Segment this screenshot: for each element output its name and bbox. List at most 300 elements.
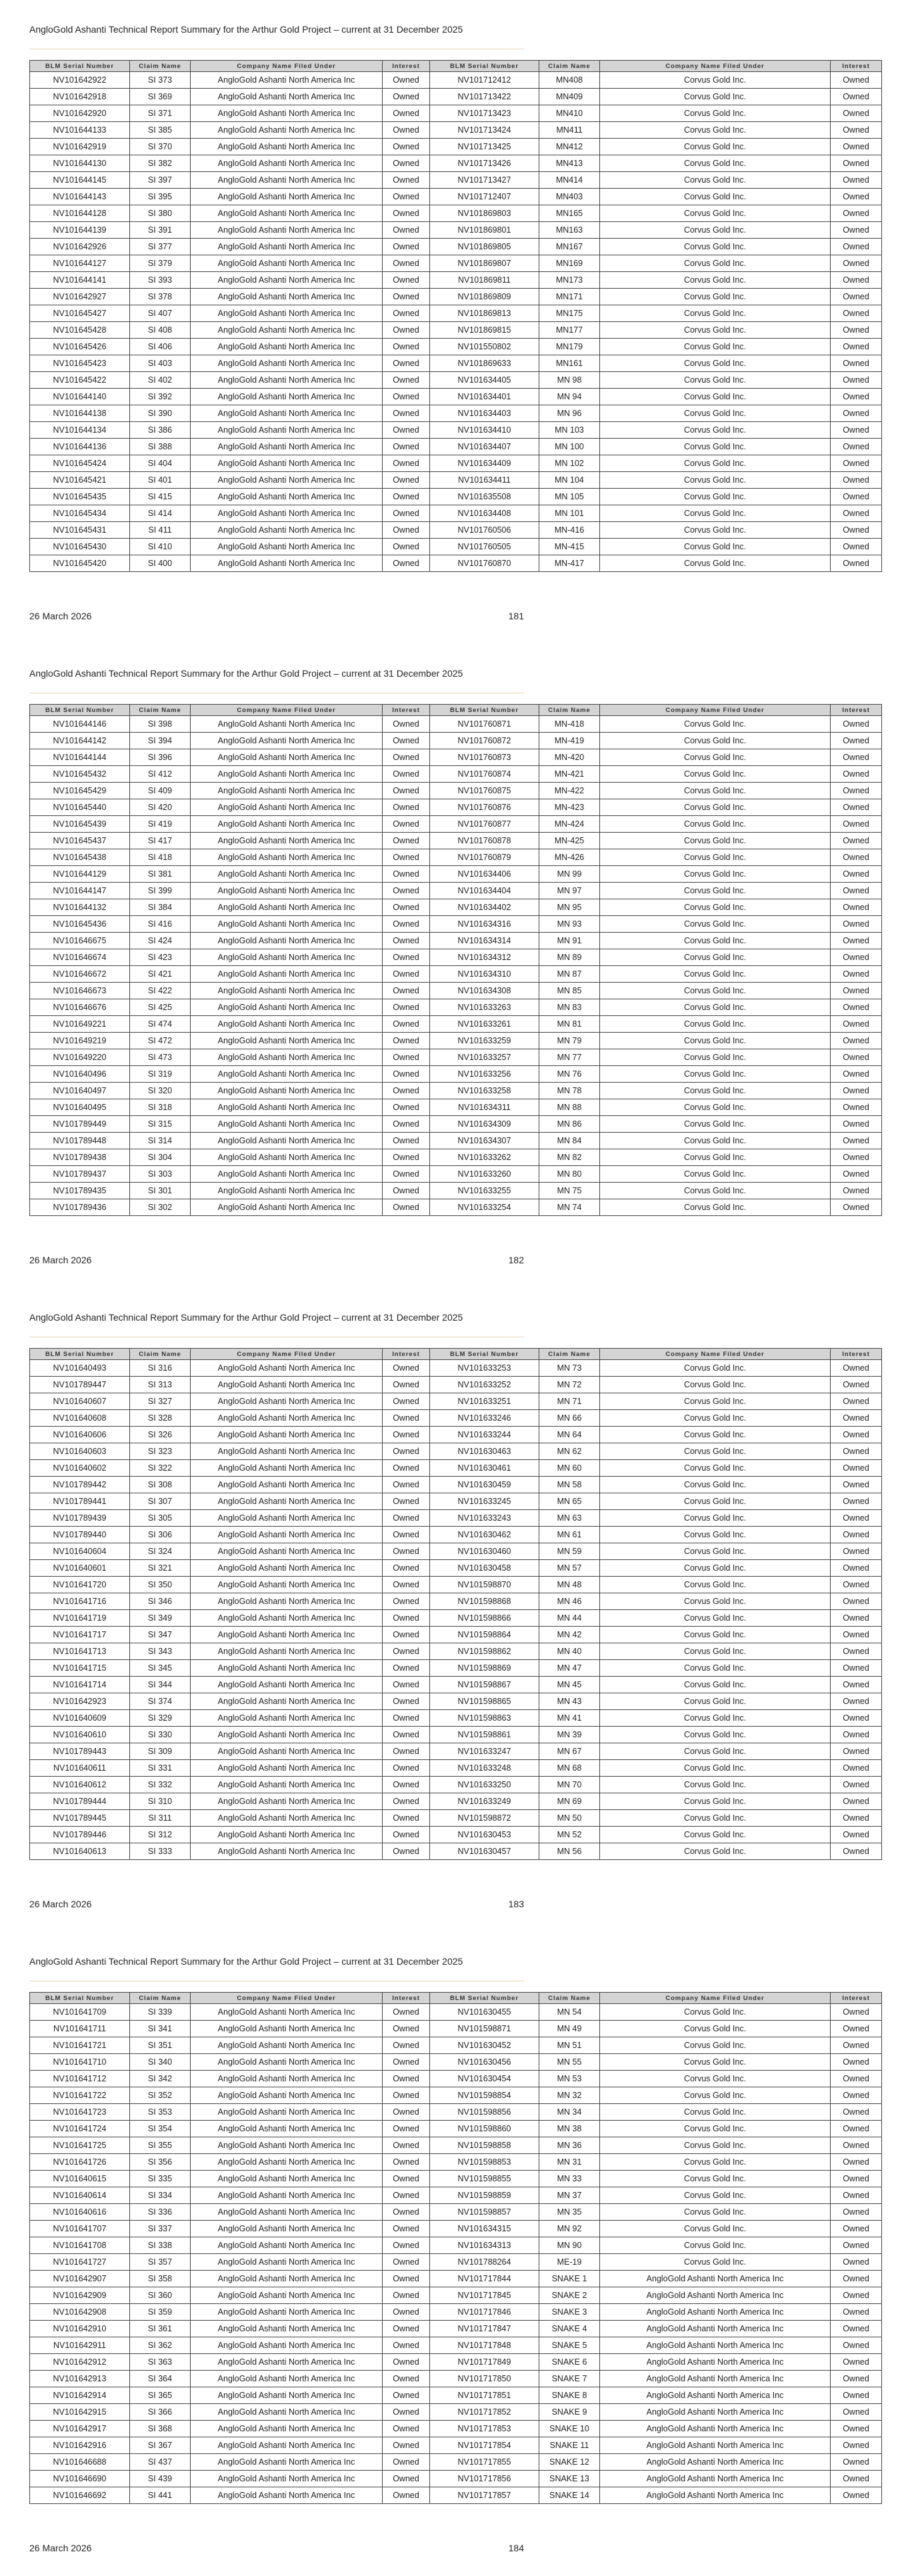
company-cell: AngloGold Ashanti North America Inc xyxy=(191,305,383,322)
interest-cell: Owned xyxy=(383,422,430,439)
blm-serial-cell: NV101640604 xyxy=(30,1543,130,1560)
interest-cell: Owned xyxy=(831,1527,882,1543)
claim-name-cell: SI 334 xyxy=(130,2187,191,2204)
interest-cell: Owned xyxy=(831,439,882,455)
company-cell: AngloGold Ashanti North America Inc xyxy=(191,899,383,916)
claim-name-cell: ME-19 xyxy=(539,2254,600,2271)
interest-cell: Owned xyxy=(831,472,882,489)
interest-cell: Owned xyxy=(831,833,882,849)
interest-cell: Owned xyxy=(831,2187,882,2204)
interest-cell: Owned xyxy=(383,455,430,472)
header-claim-name: Claim Name xyxy=(130,705,191,716)
claim-name-cell: SI 349 xyxy=(130,1610,191,1627)
claim-name-cell: MN 32 xyxy=(539,2087,600,2104)
company-cell: Corvus Gold Inc. xyxy=(600,2171,831,2187)
table-row xyxy=(30,1760,882,1777)
company-cell: Corvus Gold Inc. xyxy=(600,1777,831,1793)
interest-cell: Owned xyxy=(383,799,430,816)
claim-name-cell: SI 338 xyxy=(130,2237,191,2254)
blm-serial-cell: NV101598853 xyxy=(430,2154,539,2171)
company-cell: Corvus Gold Inc. xyxy=(600,2087,831,2104)
interest-cell: Owned xyxy=(831,1427,882,1443)
blm-serial-cell: NV101717851 xyxy=(430,2387,539,2404)
table-row xyxy=(30,2154,882,2171)
company-cell: AngloGold Ashanti North America Inc xyxy=(191,749,383,766)
company-cell: AngloGold Ashanti North America Inc xyxy=(191,1610,383,1627)
table-row xyxy=(30,1677,882,1693)
table-row xyxy=(30,489,882,505)
company-cell: AngloGold Ashanti North America Inc xyxy=(191,172,383,189)
blm-serial-cell: NV101640612 xyxy=(30,1777,130,1793)
claim-name-cell: SI 371 xyxy=(130,105,191,122)
table-row xyxy=(30,1133,882,1149)
interest-cell: Owned xyxy=(383,2121,430,2137)
company-cell: Corvus Gold Inc. xyxy=(600,2104,831,2121)
claim-name-cell: MN 39 xyxy=(539,1727,600,1743)
blm-serial-cell: NV101789439 xyxy=(30,1510,130,1527)
interest-cell: Owned xyxy=(383,2487,430,2504)
company-cell: AngloGold Ashanti North America Inc xyxy=(191,1360,383,1377)
blm-serial-cell: NV101649221 xyxy=(30,1016,130,1033)
interest-cell: Owned xyxy=(383,1810,430,1827)
company-cell: Corvus Gold Inc. xyxy=(600,522,831,539)
company-cell: Corvus Gold Inc. xyxy=(600,716,831,733)
company-cell: Corvus Gold Inc. xyxy=(600,1810,831,1827)
blm-serial-cell: NV101717845 xyxy=(430,2287,539,2304)
header-interest-2: Interest xyxy=(831,61,882,72)
interest-cell: Owned xyxy=(831,1443,882,1460)
claim-name-cell: MN-418 xyxy=(539,716,600,733)
blm-serial-cell: NV101713422 xyxy=(430,89,539,105)
claim-name-cell: SI 410 xyxy=(130,539,191,555)
claim-name-cell: MN 92 xyxy=(539,2221,600,2237)
blm-serial-cell: NV101760872 xyxy=(430,733,539,749)
claim-name-cell: MN 88 xyxy=(539,1099,600,1116)
claim-name-cell: SI 365 xyxy=(130,2387,191,2404)
interest-cell: Owned xyxy=(383,766,430,783)
claim-name-cell: SI 422 xyxy=(130,983,191,999)
claim-name-cell: SI 403 xyxy=(130,355,191,372)
table-row xyxy=(30,1460,882,1477)
table-row xyxy=(30,505,882,522)
blm-serial-cell: NV101788264 xyxy=(430,2254,539,2271)
blm-serial-cell: NV101869813 xyxy=(430,305,539,322)
blm-serial-cell: NV101640613 xyxy=(30,1843,130,1860)
interest-cell: Owned xyxy=(831,1560,882,1577)
company-cell: AngloGold Ashanti North America Inc xyxy=(191,1199,383,1216)
table-row xyxy=(30,1510,882,1527)
blm-serial-cell: NV101645424 xyxy=(30,455,130,472)
interest-cell: Owned xyxy=(831,1810,882,1827)
claim-name-cell: MN-421 xyxy=(539,766,600,783)
company-cell: Corvus Gold Inc. xyxy=(600,72,831,89)
company-cell: AngloGold Ashanti North America Inc xyxy=(191,205,383,222)
company-cell: AngloGold Ashanti North America Inc xyxy=(191,2404,383,2421)
blm-serial-cell: NV101789448 xyxy=(30,1133,130,1149)
interest-cell: Owned xyxy=(383,189,430,205)
claim-name-cell: SNAKE 4 xyxy=(539,2321,600,2337)
claim-name-cell: MN 98 xyxy=(539,372,600,389)
claim-name-cell: MN165 xyxy=(539,205,600,222)
table-row xyxy=(30,1577,882,1593)
interest-cell: Owned xyxy=(383,1016,430,1033)
company-cell: Corvus Gold Inc. xyxy=(600,733,831,749)
company-cell: AngloGold Ashanti North America Inc xyxy=(191,1493,383,1510)
company-cell: Corvus Gold Inc. xyxy=(600,255,831,272)
interest-cell: Owned xyxy=(831,816,882,833)
company-cell: AngloGold Ashanti North America Inc xyxy=(191,1660,383,1677)
blm-serial-cell: NV101645440 xyxy=(30,799,130,816)
interest-cell: Owned xyxy=(383,1166,430,1183)
interest-cell: Owned xyxy=(831,783,882,799)
claim-name-cell: SI 473 xyxy=(130,1049,191,1066)
table-row xyxy=(30,439,882,455)
company-cell: AngloGold Ashanti North America Inc xyxy=(191,422,383,439)
claim-name-cell: MN 93 xyxy=(539,916,600,933)
interest-cell: Owned xyxy=(383,1827,430,1843)
table-row xyxy=(30,833,882,849)
header-claim-name-2: Claim Name xyxy=(539,61,600,72)
company-cell: AngloGold Ashanti North America Inc xyxy=(191,455,383,472)
claim-name-cell: SI 332 xyxy=(130,1777,191,1793)
company-cell: Corvus Gold Inc. xyxy=(600,983,831,999)
table-row xyxy=(30,2237,882,2254)
interest-cell: Owned xyxy=(831,883,882,899)
blm-serial-cell: NV101789437 xyxy=(30,1166,130,1183)
interest-cell: Owned xyxy=(383,2037,430,2054)
interest-cell: Owned xyxy=(383,89,430,105)
company-cell: AngloGold Ashanti North America Inc xyxy=(191,289,383,305)
interest-cell: Owned xyxy=(383,2454,430,2471)
claim-name-cell: MN 59 xyxy=(539,1543,600,1560)
blm-serial-cell: NV101760875 xyxy=(430,783,539,799)
claim-name-cell: MN411 xyxy=(539,122,600,139)
company-cell: Corvus Gold Inc. xyxy=(600,1016,831,1033)
claim-name-cell: MN 74 xyxy=(539,1199,600,1216)
company-cell: AngloGold Ashanti North America Inc xyxy=(191,1693,383,1710)
blm-serial-cell: NV101645437 xyxy=(30,833,130,849)
company-cell: AngloGold Ashanti North America Inc xyxy=(191,2304,383,2321)
claim-name-cell: MN 37 xyxy=(539,2187,600,2204)
interest-cell: Owned xyxy=(383,1610,430,1627)
claim-name-cell: SNAKE 5 xyxy=(539,2337,600,2354)
interest-cell: Owned xyxy=(383,2221,430,2237)
interest-cell: Owned xyxy=(831,733,882,749)
claim-name-cell: SI 386 xyxy=(130,422,191,439)
claim-name-cell: SI 324 xyxy=(130,1543,191,1560)
blm-serial-cell: NV101640602 xyxy=(30,1460,130,1477)
table-row xyxy=(30,1610,882,1627)
blm-serial-cell: NV101642912 xyxy=(30,2354,130,2371)
company-cell: Corvus Gold Inc. xyxy=(600,1393,831,1410)
claim-name-cell: SI 359 xyxy=(130,2304,191,2321)
footer-date: 26 March 2026 xyxy=(29,2543,92,2553)
table-row xyxy=(30,1099,882,1116)
company-cell: Corvus Gold Inc. xyxy=(600,1527,831,1543)
interest-cell: Owned xyxy=(383,1099,430,1116)
blm-serial-cell: NV101633246 xyxy=(430,1410,539,1427)
claim-name-cell: MN 33 xyxy=(539,2171,600,2187)
table-row xyxy=(30,339,882,355)
interest-cell: Owned xyxy=(831,2087,882,2104)
company-cell: Corvus Gold Inc. xyxy=(600,749,831,766)
company-cell: Corvus Gold Inc. xyxy=(600,833,831,849)
blm-serial-cell: NV101717849 xyxy=(430,2354,539,2371)
interest-cell: Owned xyxy=(831,1360,882,1377)
claim-name-cell: MN177 xyxy=(539,322,600,339)
interest-cell: Owned xyxy=(383,999,430,1016)
table-row xyxy=(30,1443,882,1460)
interest-cell: Owned xyxy=(831,1083,882,1099)
interest-cell: Owned xyxy=(831,1033,882,1049)
company-cell: AngloGold Ashanti North America Inc xyxy=(600,2437,831,2454)
interest-cell: Owned xyxy=(383,1693,430,1710)
interest-cell: Owned xyxy=(831,899,882,916)
interest-cell: Owned xyxy=(831,1710,882,1727)
claim-name-cell: SI 333 xyxy=(130,1843,191,1860)
blm-serial-cell: NV101760873 xyxy=(430,749,539,766)
blm-serial-cell: NV101598870 xyxy=(430,1577,539,1593)
claim-name-cell: SI 337 xyxy=(130,2221,191,2237)
company-cell: AngloGold Ashanti North America Inc xyxy=(191,2437,383,2454)
claim-name-cell: MN163 xyxy=(539,222,600,239)
claim-name-cell: MN 105 xyxy=(539,489,600,505)
claim-name-cell: SI 313 xyxy=(130,1377,191,1393)
blm-serial-cell: NV101630453 xyxy=(430,1827,539,1843)
interest-cell: Owned xyxy=(383,1577,430,1593)
table-row xyxy=(30,916,882,933)
blm-serial-cell: NV101645428 xyxy=(30,322,130,339)
blm-serial-cell: NV101633259 xyxy=(430,1033,539,1049)
claim-name-cell: SI 307 xyxy=(130,1493,191,1510)
claim-name-cell: SI 361 xyxy=(130,2321,191,2337)
interest-cell: Owned xyxy=(831,1743,882,1760)
claim-name-cell: SI 306 xyxy=(130,1527,191,1543)
claim-name-cell: MN 54 xyxy=(539,2004,600,2021)
claim-name-cell: SNAKE 8 xyxy=(539,2387,600,2404)
interest-cell: Owned xyxy=(831,1016,882,1033)
company-cell: AngloGold Ashanti North America Inc xyxy=(191,1827,383,1843)
claim-name-cell: SNAKE 9 xyxy=(539,2404,600,2421)
claim-name-cell: MN 102 xyxy=(539,455,600,472)
interest-cell: Owned xyxy=(831,866,882,883)
interest-cell: Owned xyxy=(831,2321,882,2337)
interest-cell: Owned xyxy=(831,272,882,289)
company-cell: AngloGold Ashanti North America Inc xyxy=(191,2204,383,2221)
interest-cell: Owned xyxy=(383,272,430,289)
interest-cell: Owned xyxy=(383,555,430,572)
table-row xyxy=(30,122,882,139)
blm-serial-cell: NV101598871 xyxy=(430,2021,539,2037)
claim-name-cell: MN 87 xyxy=(539,966,600,983)
interest-cell: Owned xyxy=(383,322,430,339)
company-cell: AngloGold Ashanti North America Inc xyxy=(191,1116,383,1133)
blm-serial-cell: NV101644127 xyxy=(30,255,130,272)
claim-name-cell: MN 51 xyxy=(539,2037,600,2054)
company-cell: AngloGold Ashanti North America Inc xyxy=(191,1443,383,1460)
interest-cell: Owned xyxy=(383,2187,430,2204)
claim-name-cell: SI 398 xyxy=(130,716,191,733)
blm-serial-cell: NV101633243 xyxy=(430,1510,539,1527)
interest-cell: Owned xyxy=(383,866,430,883)
interest-cell: Owned xyxy=(831,1166,882,1183)
blm-serial-cell: NV101640608 xyxy=(30,1410,130,1427)
claim-name-cell: SNAKE 12 xyxy=(539,2454,600,2471)
table-row xyxy=(30,1693,882,1710)
interest-cell: Owned xyxy=(383,2337,430,2354)
blm-serial-cell: NV101633247 xyxy=(430,1743,539,1760)
blm-serial-cell: NV101634405 xyxy=(430,372,539,389)
blm-serial-cell: NV101760878 xyxy=(430,833,539,849)
table-row xyxy=(30,1033,882,1049)
claim-name-cell: SI 381 xyxy=(130,866,191,883)
company-cell: AngloGold Ashanti North America Inc xyxy=(191,2271,383,2287)
company-cell: Corvus Gold Inc. xyxy=(600,1677,831,1693)
table-row xyxy=(30,1743,882,1760)
blm-serial-cell: NV101641711 xyxy=(30,2021,130,2037)
claims-table xyxy=(29,1348,882,1860)
claim-name-cell: MN173 xyxy=(539,272,600,289)
interest-cell: Owned xyxy=(831,2171,882,2187)
company-cell: AngloGold Ashanti North America Inc xyxy=(191,1166,383,1183)
claim-name-cell: SI 304 xyxy=(130,1149,191,1166)
company-cell: AngloGold Ashanti North America Inc xyxy=(191,222,383,239)
blm-serial-cell: NV101642917 xyxy=(30,2421,130,2437)
company-cell: AngloGold Ashanti North America Inc xyxy=(191,1083,383,1099)
company-cell: Corvus Gold Inc. xyxy=(600,1560,831,1577)
company-cell: Corvus Gold Inc. xyxy=(600,1593,831,1610)
header-interest: Interest xyxy=(383,61,430,72)
company-cell: Corvus Gold Inc. xyxy=(600,783,831,799)
blm-serial-cell: NV101713425 xyxy=(430,139,539,155)
report-page xyxy=(0,1932,910,2576)
interest-cell: Owned xyxy=(383,749,430,766)
table-row xyxy=(30,189,882,205)
claim-name-cell: MN 46 xyxy=(539,1593,600,1610)
interest-cell: Owned xyxy=(383,1149,430,1166)
blm-serial-cell: NV101645429 xyxy=(30,783,130,799)
claim-name-cell: MN 67 xyxy=(539,1743,600,1760)
table-row xyxy=(30,1710,882,1727)
blm-serial-cell: NV101633251 xyxy=(430,1393,539,1410)
blm-serial-cell: NV101644145 xyxy=(30,172,130,189)
interest-cell: Owned xyxy=(383,105,430,122)
claim-name-cell: MN161 xyxy=(539,355,600,372)
blm-serial-cell: NV101712407 xyxy=(430,189,539,205)
blm-serial-cell: NV101641719 xyxy=(30,1610,130,1627)
blm-serial-cell: NV101789441 xyxy=(30,1493,130,1510)
header-company-2: Company Name Filed Under xyxy=(600,1993,831,2004)
claim-name-cell: MN179 xyxy=(539,339,600,355)
interest-cell: Owned xyxy=(383,1199,430,1216)
blm-serial-cell: NV101634404 xyxy=(430,883,539,899)
blm-serial-cell: NV101640497 xyxy=(30,1083,130,1099)
claim-name-cell: MN 77 xyxy=(539,1049,600,1066)
table-row xyxy=(30,455,882,472)
blm-serial-cell: NV101641726 xyxy=(30,2154,130,2171)
claim-name-cell: MN414 xyxy=(539,172,600,189)
interest-cell: Owned xyxy=(383,883,430,899)
company-cell: Corvus Gold Inc. xyxy=(600,883,831,899)
interest-cell: Owned xyxy=(831,1643,882,1660)
header-interest: Interest xyxy=(383,1349,430,1360)
interest-cell: Owned xyxy=(831,1843,882,1860)
header-company: Company Name Filed Under xyxy=(191,1349,383,1360)
header-interest: Interest xyxy=(383,705,430,716)
company-cell: AngloGold Ashanti North America Inc xyxy=(191,239,383,255)
claim-name-cell: MN 73 xyxy=(539,1360,600,1377)
blm-serial-cell: NV101644142 xyxy=(30,733,130,749)
table-row xyxy=(30,2321,882,2337)
interest-cell: Owned xyxy=(831,1577,882,1593)
blm-serial-cell: NV101641714 xyxy=(30,1677,130,1693)
company-cell: AngloGold Ashanti North America Inc xyxy=(191,1133,383,1149)
table-row xyxy=(30,999,882,1016)
claim-name-cell: SI 396 xyxy=(130,749,191,766)
company-cell: AngloGold Ashanti North America Inc xyxy=(191,783,383,799)
claim-name-cell: SI 377 xyxy=(130,239,191,255)
table-row xyxy=(30,2337,882,2354)
interest-cell: Owned xyxy=(831,2071,882,2087)
claim-name-cell: MN 55 xyxy=(539,2054,600,2071)
blm-serial-cell: NV101760871 xyxy=(430,716,539,733)
claim-name-cell: SI 378 xyxy=(130,289,191,305)
blm-serial-cell: NV101633252 xyxy=(430,1377,539,1393)
blm-serial-cell: NV101645435 xyxy=(30,489,130,505)
company-cell: Corvus Gold Inc. xyxy=(600,222,831,239)
claim-name-cell: SI 474 xyxy=(130,1016,191,1033)
claim-name-cell: MN409 xyxy=(539,89,600,105)
claim-name-cell: SNAKE 6 xyxy=(539,2354,600,2371)
interest-cell: Owned xyxy=(831,322,882,339)
claim-name-cell: MN 52 xyxy=(539,1827,600,1843)
claim-name-cell: MN 84 xyxy=(539,1133,600,1149)
page-number: 182 xyxy=(508,1255,524,1265)
interest-cell: Owned xyxy=(383,155,430,172)
blm-serial-cell: NV101641716 xyxy=(30,1593,130,1610)
company-cell: Corvus Gold Inc. xyxy=(600,2054,831,2071)
company-cell: AngloGold Ashanti North America Inc xyxy=(191,539,383,555)
header-company-2: Company Name Filed Under xyxy=(600,61,831,72)
table-row xyxy=(30,305,882,322)
table-row xyxy=(30,783,882,799)
table-row xyxy=(30,899,882,916)
blm-serial-cell: NV101717846 xyxy=(430,2304,539,2321)
claim-name-cell: SI 424 xyxy=(130,933,191,949)
blm-serial-cell: NV101640495 xyxy=(30,1099,130,1116)
blm-serial-cell: NV101550802 xyxy=(430,339,539,355)
claim-name-cell: SI 339 xyxy=(130,2004,191,2021)
blm-serial-cell: NV101717848 xyxy=(430,2337,539,2354)
interest-cell: Owned xyxy=(831,2337,882,2354)
blm-serial-cell: NV101634315 xyxy=(430,2221,539,2237)
company-cell: AngloGold Ashanti North America Inc xyxy=(191,2121,383,2137)
interest-cell: Owned xyxy=(383,1593,430,1610)
claim-name-cell: SI 409 xyxy=(130,783,191,799)
blm-serial-cell: NV101633253 xyxy=(430,1360,539,1377)
interest-cell: Owned xyxy=(831,289,882,305)
interest-cell: Owned xyxy=(831,339,882,355)
blm-serial-cell: NV101869803 xyxy=(430,205,539,222)
company-cell: AngloGold Ashanti North America Inc xyxy=(191,1477,383,1493)
blm-serial-cell: NV101642914 xyxy=(30,2387,130,2404)
blm-serial-cell: NV101634309 xyxy=(430,1116,539,1133)
company-cell: AngloGold Ashanti North America Inc xyxy=(191,1510,383,1527)
company-cell: AngloGold Ashanti North America Inc xyxy=(600,2454,831,2471)
company-cell: AngloGold Ashanti North America Inc xyxy=(191,966,383,983)
claim-name-cell: MN 40 xyxy=(539,1643,600,1660)
blm-serial-cell: NV101789446 xyxy=(30,1827,130,1843)
